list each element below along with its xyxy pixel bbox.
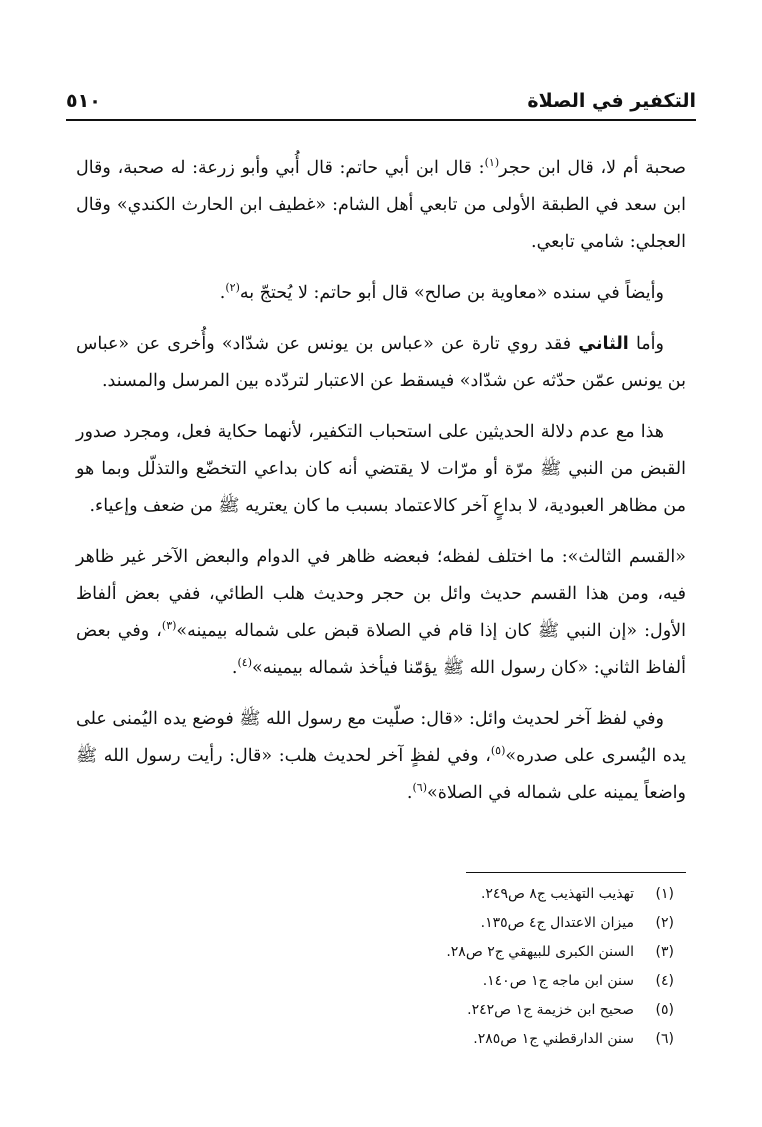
footnote-number: (٥) — [655, 1002, 674, 1018]
footnote-item — [200, 938, 674, 967]
text-run: وأيضاً في سنده «معاوية بن صالح» قال أبو حاتم: لا يُحتجّ به — [239, 283, 664, 303]
footnote-text: ميزان الاعتدال ج٤ ص١٣٥. — [480, 915, 634, 931]
footnote-divider — [466, 872, 686, 873]
text-run: «القسم الثالث»: ما اختلف لفظه؛ فبعضه ظاهر في الدوام والبعض الآخر غير ظاهر فيه، ومن هذا القسم حديث وائل بن حجر وحديث هلب الطائي، ففي بعض ألفاظ الأول: «إن النبي ﷺ كان إذا قام في الصلاة قبض على شماله بيمينه» — [76, 547, 686, 641]
text-run: . — [219, 283, 226, 303]
footnote-number: (٦) — [655, 1031, 674, 1047]
paragraph — [76, 150, 686, 261]
footnote-item — [200, 880, 674, 909]
footnote-text: تهذيب التهذيب ج٨ ص٢٤٩. — [480, 886, 634, 902]
footnote-item — [200, 1025, 674, 1054]
bold-term: الثاني — [578, 334, 629, 354]
footnote-ref: (٤) — [237, 656, 252, 670]
footnote-ref: (٦) — [412, 781, 428, 795]
page-number: ٥١٠ — [66, 90, 101, 112]
text-run: : قال ابن أبي حاتم: قال أُبي وأبو زرعة: له صحبة، وقال ابن سعد في الطبقة الأولى من تابعي أهل الشام: «غطيف ابن الحارث الكندي» وقال العجلي: شامي تابعي. — [76, 158, 686, 252]
text-run: وفي لفظ آخر لحديث وائل: «قال: صلّيت مع رسول الله ﷺ فوضع يده اليُمنى على يده اليُسرى على صدره» — [76, 709, 686, 766]
footnote-ref: (٣) — [161, 619, 177, 633]
footnotes-list — [200, 880, 674, 1054]
main-text — [76, 150, 686, 826]
footnote-number: (٣) — [655, 944, 674, 960]
footnote-number: (٤) — [655, 973, 674, 989]
text-run: ، وفي لفظٍ آخر لحديث هلب: «قال: رأيت رسول الله ﷺ واضعاً يمينه على شماله في الصلاة» — [76, 746, 686, 803]
paragraph — [76, 701, 686, 812]
paragraph — [76, 414, 686, 525]
footnote-text: صحيح ابن خزيمة ج١ ص٢٤٢. — [467, 1002, 634, 1018]
page-title: التكفير في الصلاة — [527, 90, 696, 112]
text-run: وأما — [628, 334, 664, 354]
text-run: صحبة أم لا، قال ابن حجر — [499, 158, 686, 178]
text-run: ، وفي بعض ألفاظ الثاني: «كان رسول الله ﷺ يؤمّنا فيأخذ شماله بيمينه» — [76, 621, 686, 678]
footnote-item — [200, 967, 674, 996]
header-divider — [66, 119, 696, 121]
footnote-number: (٢) — [655, 915, 674, 931]
footnote-ref: (٥) — [490, 744, 506, 758]
footnote-item — [200, 909, 674, 938]
footnote-ref: (١) — [484, 156, 500, 170]
footnote-ref: (٢) — [225, 281, 240, 295]
text-run: . — [406, 783, 413, 803]
footnote-text: السنن الكبرى للبيهقي ج٢ ص٢٨. — [446, 944, 634, 960]
paragraph — [76, 326, 686, 400]
paragraph — [76, 539, 686, 687]
footnote-text: سنن الدارقطني ج١ ص٢٨٥. — [473, 1031, 634, 1047]
footnote-number: (١) — [655, 886, 674, 902]
footnote-text: سنن ابن ماجه ج١ ص١٤٠. — [482, 973, 634, 989]
footnote-item — [200, 996, 674, 1025]
page-header — [66, 82, 696, 112]
paragraph — [76, 275, 686, 312]
text-run: فقد روي تارة عن «عباس بن يونس عن شدّاد» وأُخرى عن «عباس بن يونس عمّن حدّثه عن شدّاد» فيسقط عن الاعتبار لتردّده بين المرسل والمسند. — [76, 334, 686, 391]
text-run: . — [231, 658, 238, 678]
text-run: هذا مع عدم دلالة الحديثين على استحباب التكفير، لأنهما حكاية فعل، ومجرد صدور القبض من النبي ﷺ مرّة أو مرّات لا يقتضي أنه كان بداعي التخضّع والتذلّل وبما هو من مظاهر العبودية، لا بداعٍ آخر كالاعتماد بسبب ما كان يعتريه ﷺ من ضعف وإعياء. — [76, 422, 686, 516]
